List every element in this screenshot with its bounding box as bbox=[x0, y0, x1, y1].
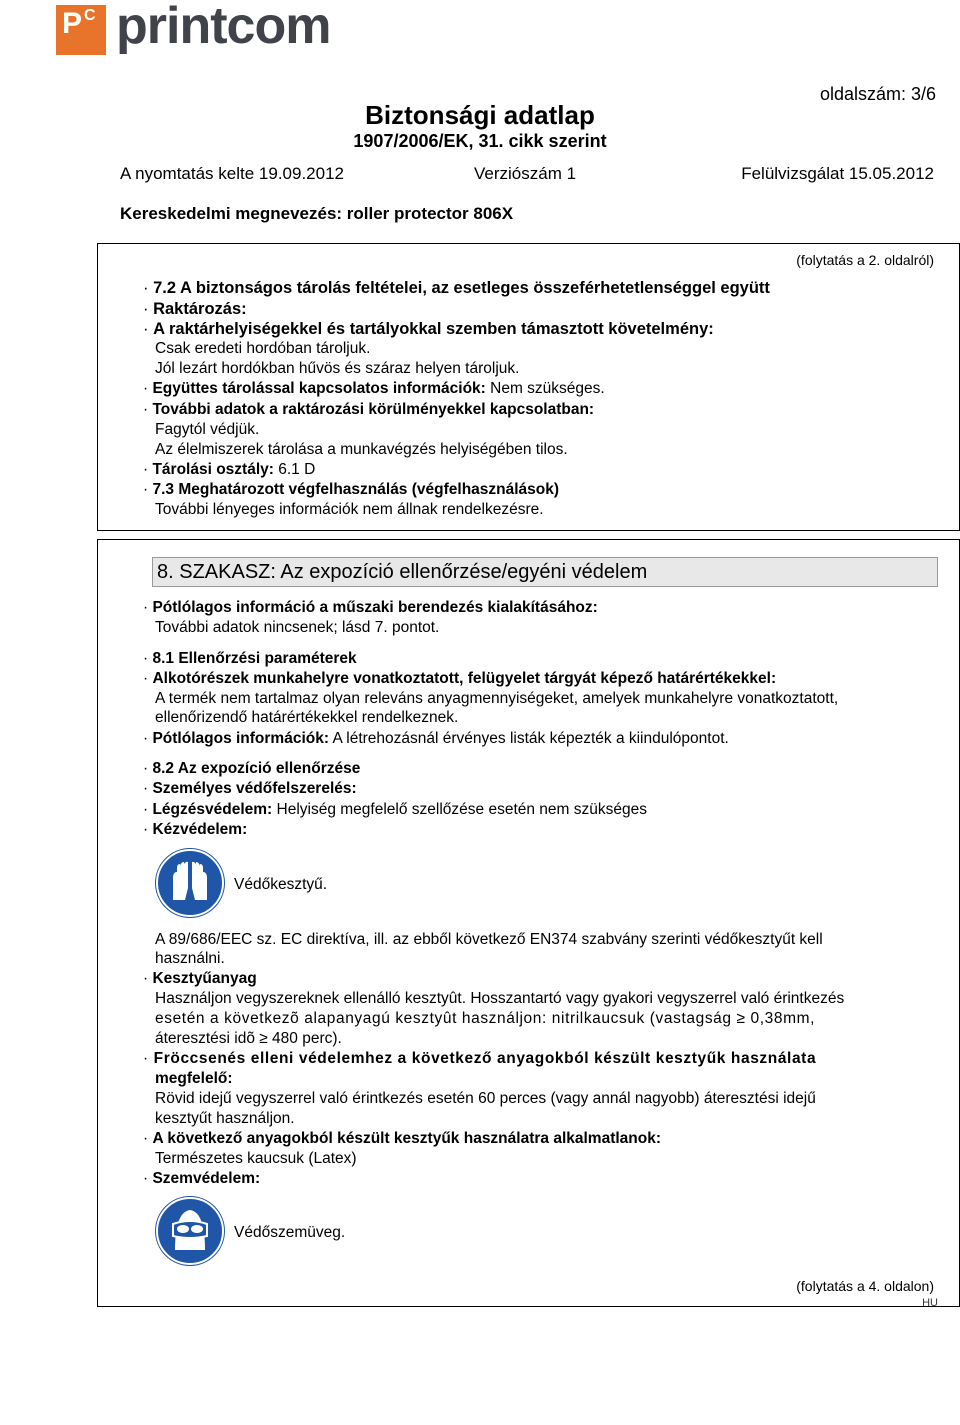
hand-protection-heading: · Kézvédelem: bbox=[143, 821, 248, 838]
logo-mark-c: C bbox=[84, 7, 96, 24]
language-code: HU bbox=[922, 1297, 938, 1309]
splash-protection-heading-2: megfelelő: bbox=[155, 1070, 233, 1087]
continued-from: (folytatás a 2. oldalról) bbox=[796, 252, 934, 268]
storage-class: · Tárolási osztály: 6.1 D bbox=[143, 461, 316, 478]
gloves-icon bbox=[155, 848, 225, 918]
limit-values-heading: · Alkotórészek munkahelyre vonatkoztatott, felügyelet tárgyát képező határértékekkel: bbox=[143, 670, 777, 687]
goggles-icon bbox=[155, 1196, 225, 1266]
document-title: Biztonsági adatlap bbox=[365, 100, 595, 130]
directive-text-2: használni. bbox=[155, 950, 225, 967]
splash-protection-heading-1: · Fröccsenés elleni védelemhez a következő anyagokból készült kesztyűk használata bbox=[143, 1050, 817, 1067]
joint-storage: · Együttes tárolással kapcsolatos információk: Nem szükséges. bbox=[143, 380, 605, 397]
glove-material-text-2: esetén a következõ alapanyagú kesztyût használjon: nitrilkaucsuk (vastagság ≥ 0,38mm, bbox=[155, 1010, 816, 1027]
continued-on: (folytatás a 4. oldalon) bbox=[796, 1278, 934, 1294]
further-storage-text-1: Fagytól védjük. bbox=[155, 421, 260, 438]
further-storage-text-2: Az élelmiszerek tárolása a munkavégzés helyiségében tilos. bbox=[155, 441, 568, 458]
logo-text: printcom bbox=[116, 0, 331, 55]
further-storage-heading: · További adatok a raktározási körülményekkel kapcsolatban: bbox=[143, 401, 595, 418]
section-7-3-text: További lényeges információk nem állnak rendelkezésre. bbox=[155, 501, 544, 518]
respiratory-protection: · Légzésvédelem: Helyiség megfelelő szellőzése esetén nem szükséges bbox=[143, 801, 647, 818]
splash-protection-text-1: Rövid idejű vegyszerrel való érintkezés esetén 60 perces (vagy annál nagyobb) áteresztési idejű bbox=[155, 1090, 816, 1107]
print-date: A nyomtatás kelte 19.09.2012 bbox=[120, 164, 344, 183]
limit-values-text-1: A termék nem tartalmaz olyan releváns anyagmennyiségeket, amelyek munkahelyre vonatkoztatott, bbox=[155, 690, 839, 707]
tech-info-heading: · Pótlólagos információ a műszaki berendezés kialakításához: bbox=[143, 599, 598, 616]
storage-req-text-1: Csak eredeti hordóban tároljuk. bbox=[155, 340, 371, 357]
section-8-2-heading: · 8.2 Az expozíció ellenőrzése bbox=[143, 760, 361, 777]
glove-material-text-3: áteresztési idõ ≥ 480 perc). bbox=[155, 1030, 342, 1047]
goggles-label: Védőszemüveg. bbox=[234, 1224, 346, 1241]
page-number: oldalszám: 3/6 bbox=[819, 84, 936, 104]
directive-text-1: A 89/686/EEC sz. EC direktíva, ill. az ebből következő EN374 szabvány szerinti védőkesztyűt kell bbox=[155, 931, 823, 948]
version: Verziószám 1 bbox=[474, 164, 577, 183]
unsuitable-gloves-text: Természetes kaucsuk (Latex) bbox=[155, 1150, 357, 1167]
section-7-2-heading: · 7.2 A biztonságos tárolás feltételei, az esetleges összeférhetetlenséggel együtt bbox=[143, 279, 770, 297]
logo-mark bbox=[56, 5, 106, 55]
additional-info: · Pótlólagos információk: A létrehozásnál érvényes listák képezték a kiindulópontot. bbox=[143, 730, 729, 747]
ppe-heading: · Személyes védőfelszerelés: bbox=[143, 780, 357, 797]
eye-protection-heading: · Szemvédelem: bbox=[143, 1170, 261, 1187]
storage-req-text-2: Jól lezárt hordókban hűvös és száraz helyen tároljuk. bbox=[155, 360, 520, 377]
splash-protection-text-2: kesztyűt használjon. bbox=[155, 1110, 295, 1127]
section-8-heading: 8. SZAKASZ: Az expozíció ellenőrzése/egyéni védelem bbox=[152, 557, 938, 587]
regulation-reference: 1907/2006/EK, 31. cikk szerint bbox=[353, 131, 607, 151]
logo-mark-p: P bbox=[62, 7, 83, 40]
unsuitable-gloves-heading: · A következő anyagokból készült kesztyűk használatra alkalmatlanok: bbox=[143, 1130, 662, 1147]
section-8-1-heading: · 8.1 Ellenőrzési paraméterek bbox=[143, 650, 357, 667]
gloves-label: Védőkesztyű. bbox=[234, 876, 328, 893]
revision-date: Felülvizsgálat 15.05.2012 bbox=[741, 164, 934, 183]
storage-heading: · Raktározás: bbox=[143, 300, 247, 318]
limit-values-text-2: ellenőrizendő határértékekkel rendelkeznek. bbox=[155, 709, 459, 726]
tech-info-text: További adatok nincsenek; lásd 7. pontot. bbox=[155, 619, 440, 636]
section-7-3-heading: · 7.3 Meghatározott végfelhasználás (végfelhasználások) bbox=[143, 481, 560, 498]
trade-name: Kereskedelmi megnevezés: roller protector 806X bbox=[120, 204, 514, 223]
storage-requirements-heading: · A raktárhelyiségekkel és tartályokkal szemben támasztott követelmény: bbox=[143, 320, 714, 338]
glove-material-heading: · Kesztyűanyag bbox=[143, 970, 257, 987]
glove-material-text-1: Használjon vegyszereknek ellenálló kesztyût. Hosszantartó vagy gyakori vegyszerrel való érintkezés bbox=[155, 990, 845, 1007]
